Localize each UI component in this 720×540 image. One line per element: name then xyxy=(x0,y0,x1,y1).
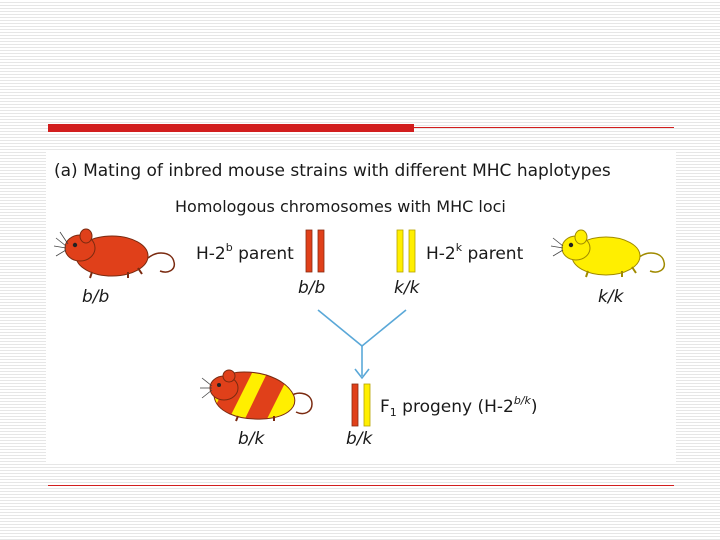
chromosomes-bk xyxy=(352,384,370,426)
mouse-b-icon xyxy=(54,229,174,278)
chromosomes-kk xyxy=(397,230,415,272)
footer-rule xyxy=(48,485,674,486)
parent-b-label: H-2$^b$ parent xyxy=(196,241,294,264)
cross-arrows xyxy=(318,310,406,378)
mouse-k-genotype: k/k xyxy=(598,287,624,307)
header-accent-bar xyxy=(48,124,414,132)
chromosomes-kk-label: k/k xyxy=(394,278,420,298)
mouse-b-genotype: b/b xyxy=(82,287,110,307)
progeny-label: $F_1$ progeny $(H-2^{b/k})$ xyxy=(380,394,538,419)
figure-title: (a) Mating of inbred mouse strains with different MHC haplotypes xyxy=(54,161,611,181)
chromosomes-bb xyxy=(306,230,324,272)
figure-subtitle: Homologous chromosomes with MHC loci xyxy=(175,197,506,216)
mouse-k-icon xyxy=(551,230,664,277)
header-rule xyxy=(414,127,674,128)
parent-k-label: H-2$^k$ parent xyxy=(426,241,524,264)
mouse-bk-genotype: b/k xyxy=(238,429,265,449)
chromosomes-bk-label: b/k xyxy=(346,429,373,449)
mhc-mating-diagram xyxy=(46,150,676,464)
chromosomes-bb-label: b/b xyxy=(298,278,326,298)
figure-panel xyxy=(46,150,676,464)
mouse-bk-icon xyxy=(200,365,312,425)
